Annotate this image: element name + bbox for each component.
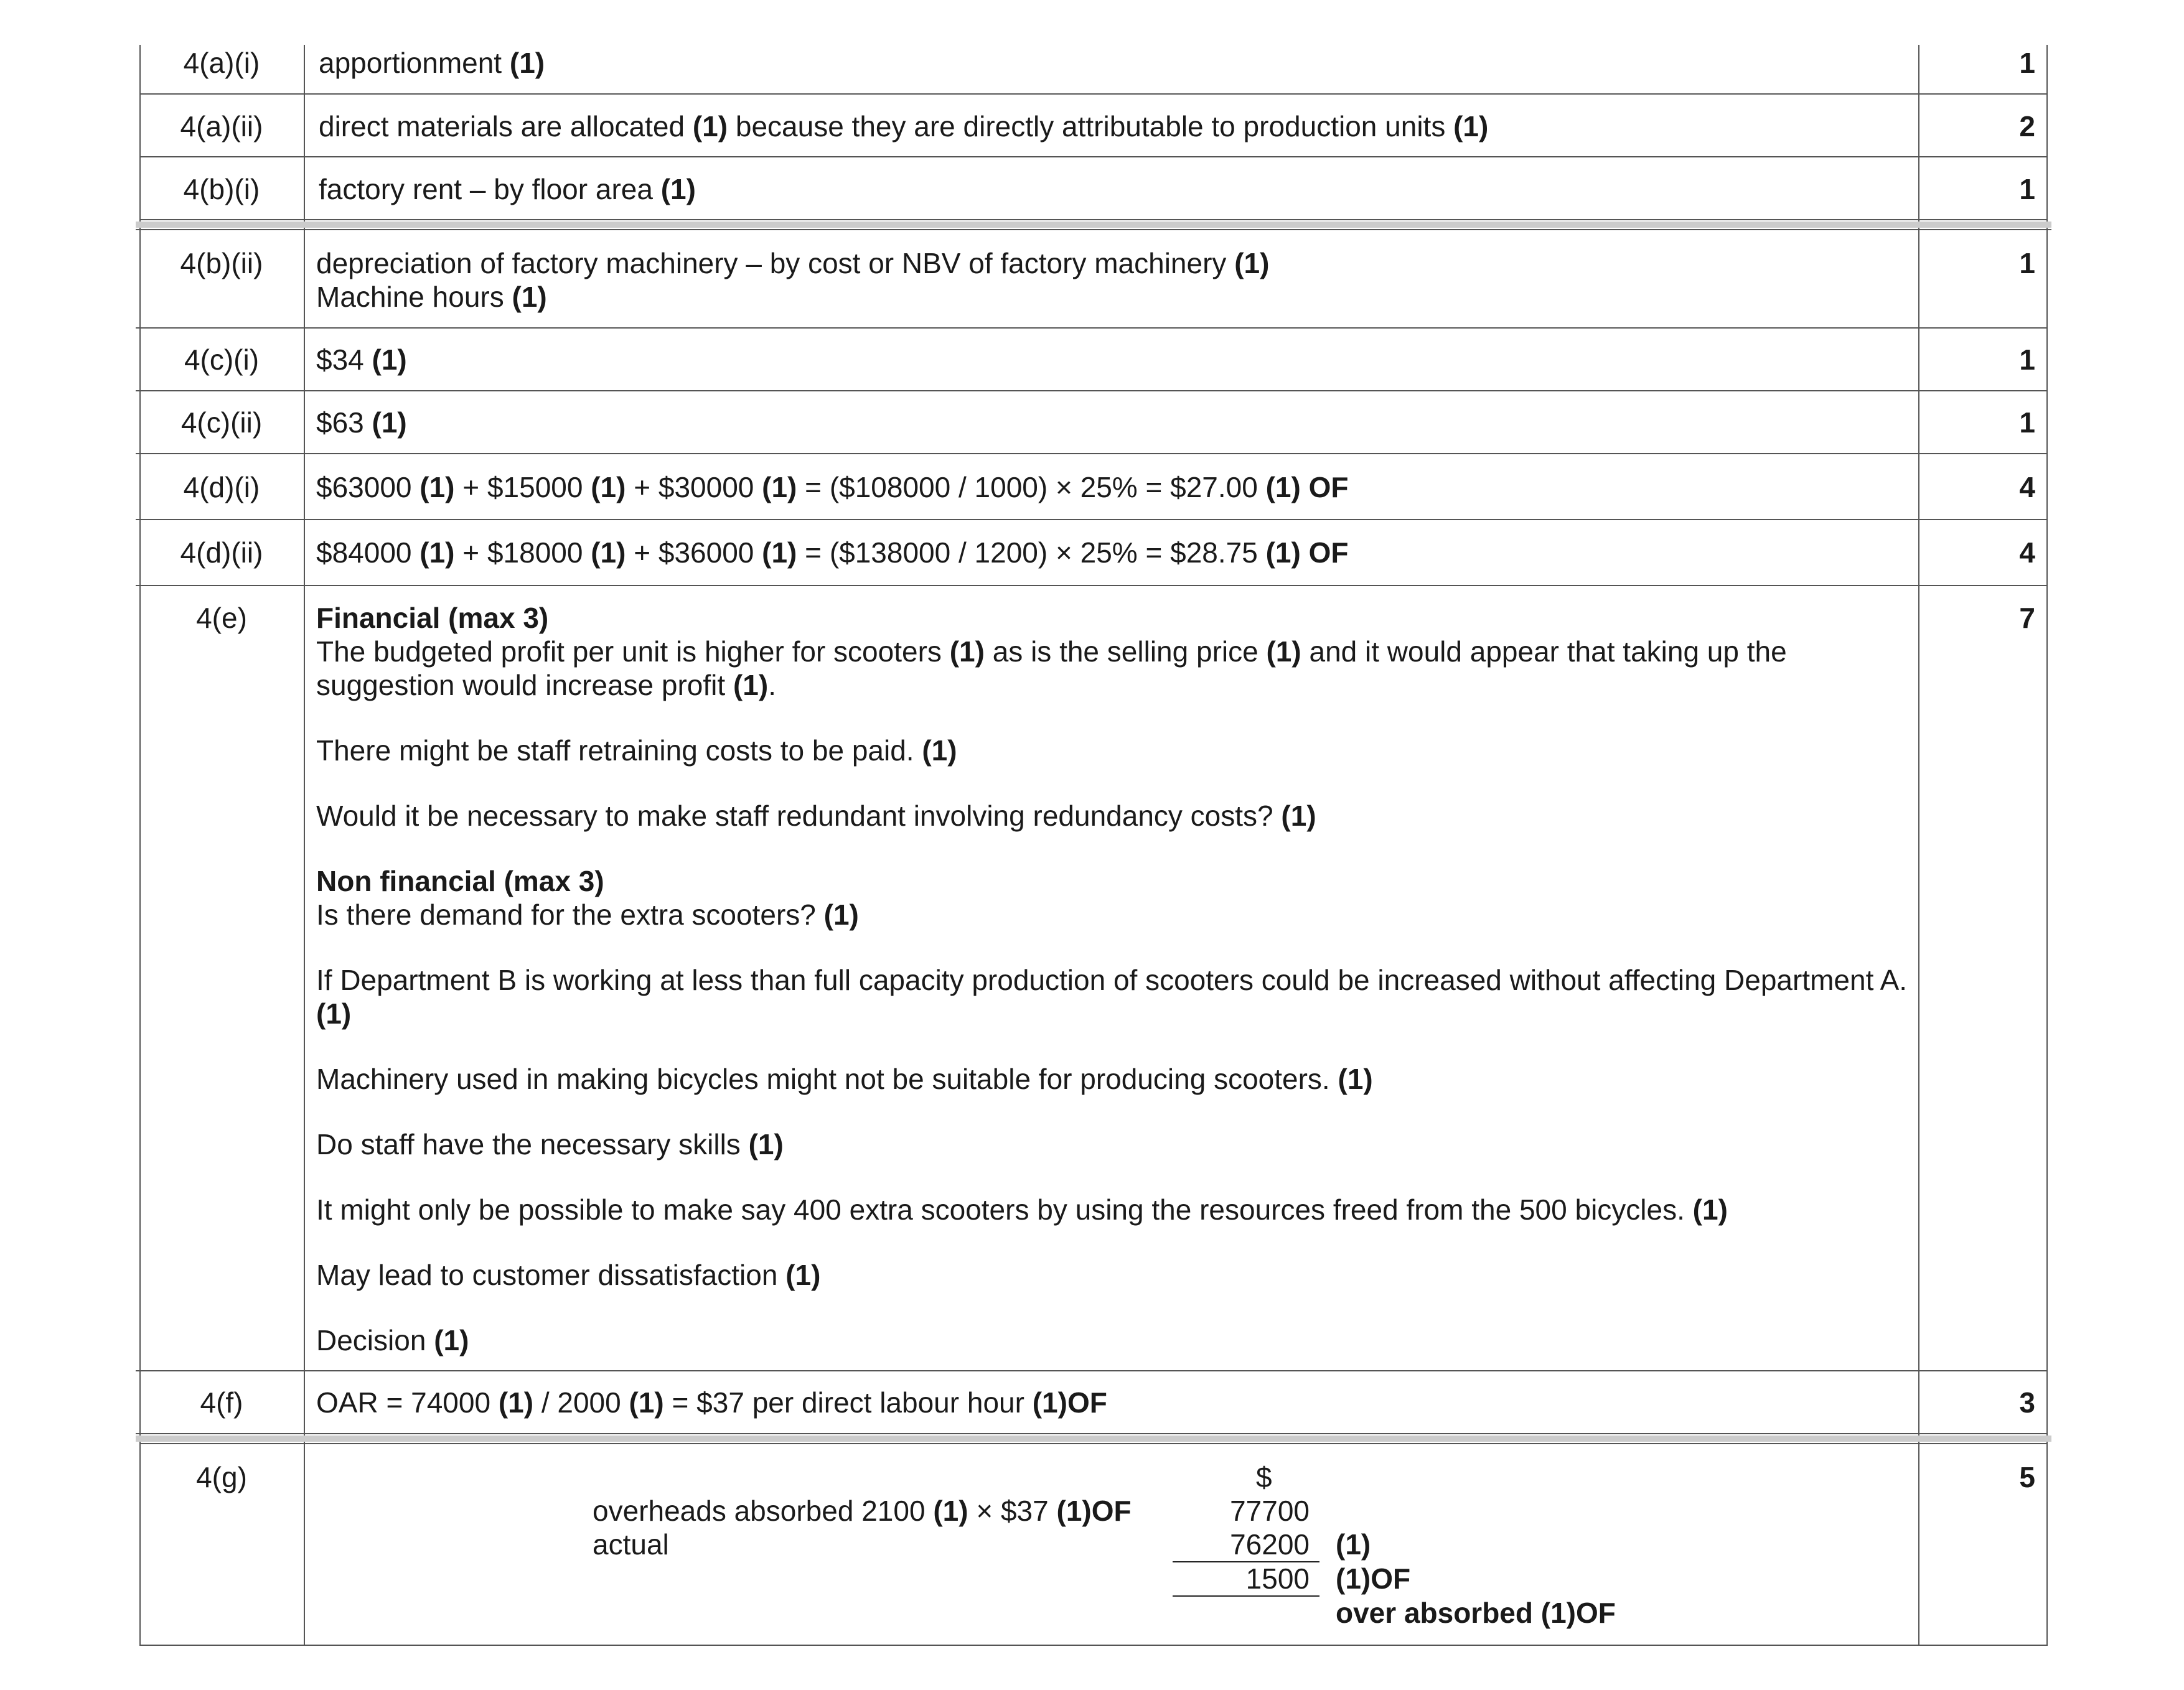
- answer-segment: + $18000: [454, 536, 591, 569]
- spacer: [316, 833, 1910, 864]
- row-divider: [136, 390, 2048, 391]
- mark-token: (1): [591, 471, 626, 503]
- row-divider: [136, 519, 2048, 520]
- question-number: 4(d)(ii): [180, 536, 263, 569]
- answer-text: [316, 536, 1349, 569]
- row-divider: [139, 156, 2048, 157]
- answer-segment: If Department B is working at less than full capacity production of scooters could be increased without affecting Department A.: [316, 964, 1908, 996]
- row-divider: [136, 585, 2048, 586]
- answer-segment: $63000: [316, 471, 420, 503]
- answer-segment: + $36000: [626, 536, 762, 569]
- answer-segment: Would it be necessary to make staff redundant involving redundancy costs?: [316, 800, 1282, 832]
- mark-token: (1): [509, 47, 545, 79]
- currency-header: $: [1256, 1461, 1272, 1493]
- mark-value: 2: [2019, 110, 2035, 142]
- spacer: [316, 1096, 1910, 1127]
- answer-segment: and it would appear that taking up the: [1301, 635, 1787, 668]
- answer-segment: Do staff have the necessary skills: [316, 1128, 749, 1160]
- mark-token: (1): [1692, 1193, 1728, 1226]
- answer-text: [316, 1386, 1107, 1419]
- answer-segment: factory rent – by floor area: [319, 173, 661, 205]
- question-number: 4(f): [200, 1386, 243, 1419]
- question-number: 4(c)(i): [184, 343, 260, 376]
- mark-token: (1)OF: [1056, 1495, 1132, 1527]
- answer-segment: $34: [316, 343, 372, 376]
- question-column-divider: [304, 45, 305, 1646]
- mark-token: (1): [933, 1495, 968, 1527]
- mark-value: 7: [2019, 602, 2035, 634]
- answer-line: [316, 1127, 1910, 1161]
- mark-token: (1): [949, 635, 985, 668]
- mark-column-divider: [1918, 45, 1919, 1646]
- question-number: 4(e): [196, 602, 247, 634]
- answer-line: [316, 997, 1910, 1030]
- mark-token: (1): [1266, 635, 1301, 668]
- answer-text: [319, 172, 696, 206]
- row-divider: [136, 1433, 2048, 1434]
- answer-segment: because they are directly attributable to production units: [728, 110, 1454, 142]
- answer-text: [316, 246, 1269, 314]
- question-number: 4(b)(i): [183, 173, 260, 205]
- mark-token: (1): [1234, 247, 1270, 279]
- actual-value: 76200: [1230, 1528, 1310, 1561]
- mark-token: (1): [762, 471, 797, 503]
- difference-mark: (1)OF: [1336, 1562, 1411, 1595]
- financial-heading: Financial (max 3): [316, 602, 549, 634]
- row-divider: [136, 327, 2048, 329]
- mark-token: (1): [498, 1386, 534, 1419]
- mark-token: (1): [512, 281, 547, 313]
- mark-token: (1): [1338, 1063, 1373, 1095]
- actual-mark: (1): [1336, 1528, 1371, 1561]
- answer-segment: Decision: [316, 1324, 434, 1356]
- mark-token: (1) OF: [1265, 471, 1349, 503]
- question-number: 4(a)(i): [183, 47, 260, 79]
- mark-token: (1): [316, 997, 352, 1030]
- page-break-divider: [136, 1436, 2051, 1442]
- mark-value: 5: [2019, 1461, 2035, 1493]
- absorbed-label: [593, 1494, 1132, 1528]
- mark-token: (1): [823, 899, 859, 931]
- mark-token: (1): [785, 1259, 821, 1291]
- answer-segment: May lead to customer dissatisfaction: [316, 1259, 786, 1291]
- mark-token: (1): [733, 669, 769, 701]
- question-number: 4(c)(ii): [180, 406, 263, 439]
- question-number: 4(d)(i): [183, 471, 260, 503]
- mark-value: 1: [2019, 343, 2035, 376]
- answer-segment: = ($138000 / 1200) × 25% = $28.75: [797, 536, 1266, 569]
- mark-value: 1: [2019, 47, 2035, 79]
- answer-line: [316, 1324, 1910, 1357]
- answer-line: [316, 668, 1910, 702]
- row-divider: [136, 229, 2051, 230]
- question-number: 4(g): [196, 1461, 247, 1493]
- answer-segment: .: [768, 669, 776, 701]
- mark-token: (1): [629, 1386, 664, 1419]
- table-bottom-border: [139, 1645, 2048, 1646]
- answer-line: [316, 1062, 1910, 1096]
- answer-segment: Machine hours: [316, 281, 512, 313]
- answer-segment: + $15000: [454, 471, 591, 503]
- answer-segment: The budgeted profit per unit is higher for scooters: [316, 635, 950, 668]
- answer-segment: / 2000: [533, 1386, 629, 1419]
- spacer: [316, 1292, 1910, 1324]
- row-divider: [139, 1443, 2048, 1444]
- spacer: [316, 931, 1910, 963]
- mark-token: (1)OF: [1032, 1386, 1107, 1419]
- answer-segment: $84000: [316, 536, 420, 569]
- table-right-border: [2046, 45, 2048, 1646]
- answer-line: [316, 898, 1910, 931]
- answer-text: [316, 470, 1349, 504]
- answer-segment: It might only be possible to make say 400 extra scooters by using the resources freed from the 500 bicycles.: [316, 1193, 1693, 1226]
- question-number: 4(a)(ii): [180, 110, 263, 142]
- answer-line: [316, 799, 1910, 833]
- actual-label: actual: [593, 1528, 669, 1561]
- mark-token: (1): [1281, 800, 1316, 832]
- question-number: 4(b)(ii): [180, 247, 263, 279]
- mark-token: (1): [922, 734, 957, 767]
- mark-value: 1: [2019, 406, 2035, 439]
- mark-value: 4: [2019, 471, 2035, 503]
- answer-segment: apportionment: [319, 47, 510, 79]
- answer-segment: $63: [316, 406, 372, 439]
- answer-segment: There might be staff retraining costs to be paid.: [316, 734, 922, 767]
- answer-text: [319, 110, 1488, 143]
- answer-segment: overheads absorbed 2100: [593, 1495, 934, 1527]
- mark-token: (1): [692, 110, 728, 142]
- mark-token: (1): [372, 343, 407, 376]
- answer-line: [316, 280, 1269, 314]
- answer-line: [316, 734, 1910, 767]
- answer-segment: = ($108000 / 1000) × 25% = $27.00: [797, 471, 1266, 503]
- answer-line: [316, 246, 1269, 280]
- answer-segment: OAR = 74000: [316, 1386, 499, 1419]
- spacer: [316, 767, 1910, 799]
- difference-value: 1500: [1245, 1562, 1310, 1595]
- row-divider: [136, 453, 2048, 454]
- mark-value: 4: [2019, 536, 2035, 569]
- mark-token: (1): [748, 1128, 784, 1160]
- answer-text: [316, 601, 1910, 1357]
- spacer: [316, 702, 1910, 734]
- mark-value: 1: [2019, 247, 2035, 279]
- spacer: [316, 1161, 1910, 1193]
- total-underline: [1173, 1595, 1319, 1597]
- page-break-divider: [136, 222, 2051, 228]
- answer-segment: depreciation of factory machinery – by cost or NBV of factory machinery: [316, 247, 1235, 279]
- answer-segment: Machinery used in making bicycles might not be suitable for producing scooters.: [316, 1063, 1338, 1095]
- mark-token: (1): [434, 1324, 469, 1356]
- row-divider: [136, 1370, 2048, 1371]
- mark-token: (1): [419, 471, 455, 503]
- answer-segment: direct materials are allocated: [319, 110, 693, 142]
- spacer: [316, 1226, 1910, 1258]
- spacer: [316, 1030, 1910, 1062]
- mark-token: (1): [1453, 110, 1489, 142]
- mark-value: 3: [2019, 1386, 2035, 1419]
- answer-line: [316, 1258, 1910, 1292]
- mark-token: (1): [762, 536, 797, 569]
- row-divider: [139, 93, 2048, 95]
- answer-line: [316, 963, 1910, 997]
- answer-text: [316, 343, 407, 376]
- answer-line: [316, 635, 1910, 668]
- answer-segment: Is there demand for the extra scooters?: [316, 899, 824, 931]
- result-label: over absorbed (1)OF: [1336, 1597, 1616, 1629]
- answer-line: [316, 1193, 1910, 1226]
- answer-segment: × $37: [968, 1495, 1057, 1527]
- mark-token: (1): [591, 536, 626, 569]
- absorbed-value: 77700: [1230, 1495, 1310, 1527]
- non-financial-heading: Non financial (max 3): [316, 865, 604, 897]
- answer-text: [316, 406, 407, 439]
- mark-value: 1: [2019, 173, 2035, 205]
- answer-text: [319, 46, 545, 80]
- row-divider: [139, 219, 2048, 220]
- answer-segment: = $37 per direct labour hour: [663, 1386, 1033, 1419]
- answer-segment: suggestion would increase profit: [316, 669, 733, 701]
- mark-token: (1): [372, 406, 407, 439]
- answer-segment: + $30000: [626, 471, 762, 503]
- answer-segment: as is the selling price: [984, 635, 1267, 668]
- mark-token: (1): [660, 173, 696, 205]
- mark-token: (1) OF: [1265, 536, 1349, 569]
- mark-token: (1): [419, 536, 455, 569]
